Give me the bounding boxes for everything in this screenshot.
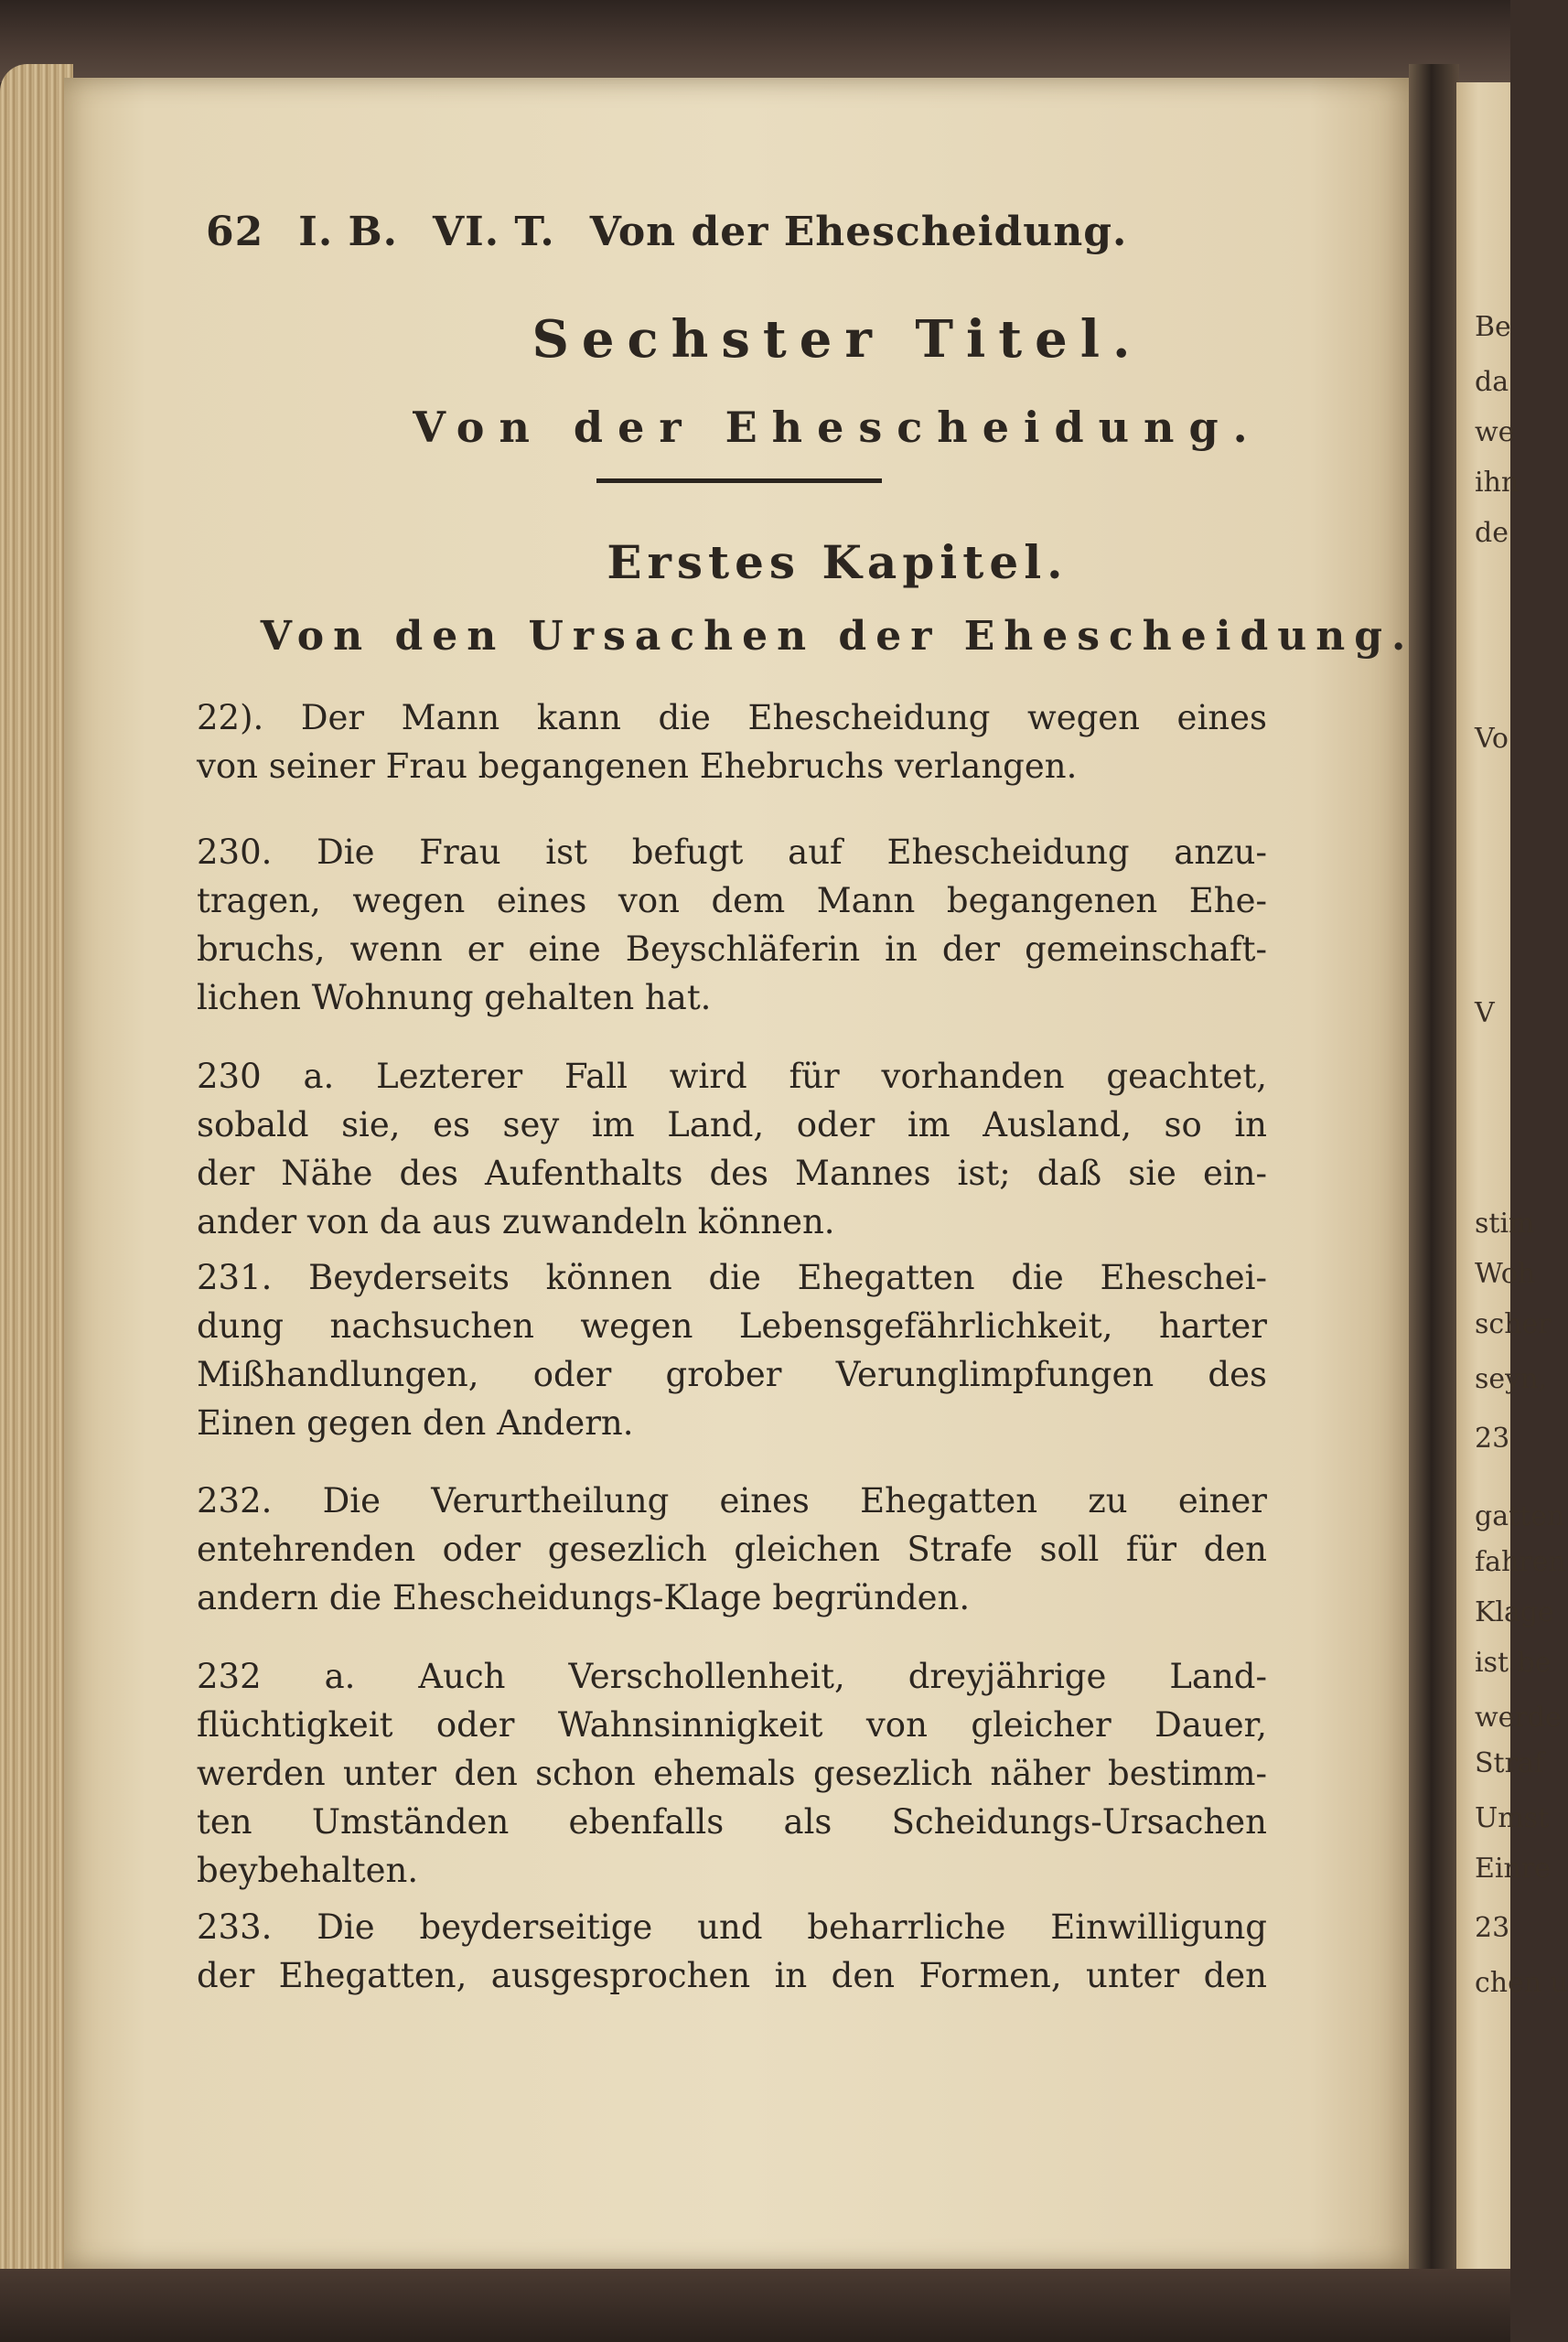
text-line: 230. Die Frau ist befugt auf Ehescheidung anzu- <box>197 833 1267 872</box>
text-line: werden unter den schon ehemals gesezlich näher bestimm- <box>197 1754 1267 1793</box>
paragraph-230 <box>197 828 1267 1022</box>
facing-page-fragment: fahren <box>1475 1546 1566 1578</box>
page-number: 62 <box>206 209 264 255</box>
text-line: 22). Der Mann kann die Ehescheidung wegen eines <box>197 698 1267 737</box>
paragraph-231 <box>197 1253 1267 1447</box>
text-line: ten Umständen ebenfalls als Scheidungs-Ursachen <box>197 1802 1267 1842</box>
book-cover-bottom <box>0 2269 1510 2342</box>
facing-page-fragment: werde <box>1475 1702 1562 1734</box>
text-line: von seiner Frau begangenen Ehebruchs verlangen. <box>197 747 1078 786</box>
facing-page-fragment: de <box>1475 517 1509 549</box>
text-line: 231. Beyderseits können die Ehegatten die Eheschei- <box>197 1258 1267 1297</box>
paragraph-233 <box>197 1903 1267 2000</box>
text-line: beybehalten. <box>197 1851 419 1890</box>
facing-page-fragment: gatten <box>1475 1500 1565 1532</box>
facing-page-fragment: we <box>1475 416 1515 448</box>
facing-page-fragment: 23 <box>1475 1912 1510 1944</box>
facing-page-fragment: V <box>1475 997 1495 1029</box>
facing-page-fragment: Vo <box>1475 723 1509 755</box>
facing-page-fragment: Be <box>1475 311 1511 343</box>
text-line: 230 a. Lezterer Fall wird für vorhanden geachtet, <box>197 1057 1267 1096</box>
paragraph-229 <box>197 693 1267 790</box>
facing-page-fragment: Woh <box>1475 1258 1536 1290</box>
title-number: VI. T. <box>432 209 555 255</box>
facing-page-fragment: seyn, <box>1475 1363 1547 1395</box>
facing-page-fragment: Umst <box>1475 1802 1550 1834</box>
text-line: 233. Die beyderseitige und beharrliche Einwilligung <box>197 1907 1267 1947</box>
paragraph-230a <box>197 1052 1267 1246</box>
text-line: Mißhandlungen, oder grober Verunglimpfungen des <box>197 1355 1267 1394</box>
text-line: 232 a. Auch Verschollenheit, dreyjährige Land- <box>197 1657 1267 1696</box>
text-line: lichen Wohnung gehalten hat. <box>197 978 712 1017</box>
text-line: der Nähe des Aufenthalts des Mannes ist; daß sie ein- <box>197 1154 1267 1193</box>
text-line: 232. Die Verurtheilung eines Ehegatten zu einer <box>197 1481 1267 1520</box>
facing-page-fragment: da <box>1475 366 1509 398</box>
facing-page-fragment: stim <box>1475 1208 1535 1240</box>
text-line: flüchtigkeit oder Wahnsinnigkeit von gleicher Dauer, <box>197 1705 1267 1745</box>
text-line: Einen gegen den Andern. <box>197 1403 634 1443</box>
book-cover-top <box>0 0 1510 82</box>
facing-page-fragment: Klage <box>1475 1596 1554 1628</box>
facing-page-fragment: ihn <box>1475 467 1520 499</box>
paragraph-232 <box>197 1477 1267 1622</box>
facing-page-fragment: ist be <box>1475 1647 1552 1679</box>
book-number: I. B. <box>298 209 398 255</box>
text-line: tragen, wegen eines von dem Mann begangenen Ehe- <box>197 881 1267 920</box>
running-title: Von der Ehescheidung. <box>589 209 1128 255</box>
facing-page-fragment: Einre <box>1475 1853 1551 1885</box>
facing-page-fragment: 23 <box>1475 1423 1510 1455</box>
text-line: sobald sie, es sey im Land, oder im Ausland, so in <box>197 1105 1267 1144</box>
text-line: ander von da aus zuwandeln können. <box>197 1202 835 1241</box>
text-line: der Ehegatten, ausgesprochen in den Formen, unter den <box>197 1956 1267 1995</box>
facing-page-fragment: chen u <box>1475 1967 1568 1999</box>
text-line: dung nachsuchen wegen Lebensgefährlichkeit, harter <box>197 1306 1267 1346</box>
text-line: entehrenden oder gesezlich gleichen Strafe soll für den <box>197 1530 1267 1569</box>
section-rule <box>596 478 882 483</box>
chapter-heading: Erstes Kapitel. <box>607 535 1069 589</box>
title-subheading: Von der Ehescheidung. <box>413 403 1262 452</box>
paragraph-232a <box>197 1652 1267 1895</box>
page-edges <box>0 64 73 2296</box>
facing-page-fragment: Straf <box>1475 1747 1544 1779</box>
facing-page-fragment: scher <box>1475 1308 1552 1340</box>
title-heading: Sechster Titel. <box>532 309 1144 370</box>
chapter-subheading: Von den Ursachen der Ehescheidung. <box>260 613 1415 660</box>
running-header <box>206 209 1157 255</box>
text-line: bruchs, wenn er eine Beyschläferin in der gemeinschaft- <box>197 929 1267 969</box>
book-gutter <box>1409 64 1459 2287</box>
text-line: andern die Ehescheidungs-Klage begründen. <box>197 1578 971 1617</box>
